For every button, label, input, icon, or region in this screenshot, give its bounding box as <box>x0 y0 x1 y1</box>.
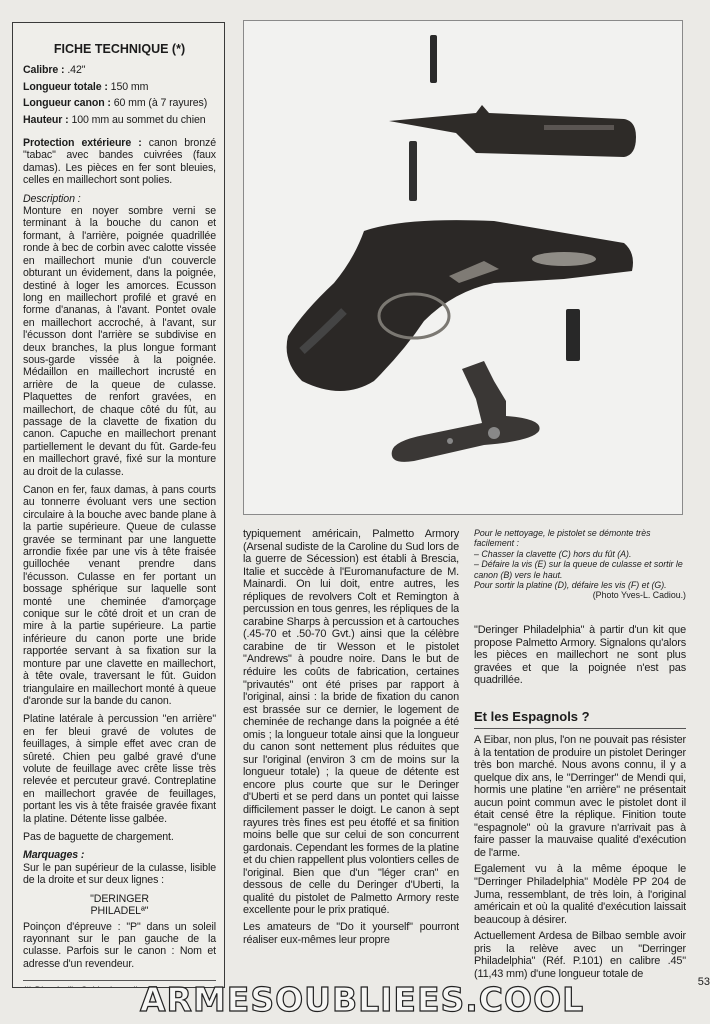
article-paragraph: "Deringer Philadelphia" à partir d'un kit que propose Palmetto Armory. Signalons qu'alors les pièces en maillechort ne sont plus gravées et que la poignée n'est pas quadrillée. <box>474 624 686 687</box>
page-number: 53 <box>697 976 710 988</box>
barrel-part <box>389 105 636 157</box>
disassembled-pistol-photo <box>243 20 683 515</box>
photo-caption: Pour le nettoyage, le pistolet se démonte très facilement : – Chasser la clavette (C) hors du fût (A). – Défaire la vis (E) sur la queue de culasse et sortir le canon (B) vers le haut. Pour sortir la platine (D), défaire les vis (F) et (G). (Photo Yves-L. Cadiou.) <box>474 528 686 601</box>
article-paragraph: typiquement américain, Palmetto Armory (Arsenal sudiste de la Caroline du Sud lors de la guerre de Sécession) est établi à Brescia, Italie et succède à l'Euromanufacture de M. Mainardi. On lui doit, entre autres, les répliques de revolvers Colt et Remington à percussion en tous genres, les répliques de la carabine Sharps à percussion et à cartouches (.45-70 et .50-70 Gvt.) ainsi que la célèbre carabine de tir Wesson et le pistolet "Andrews" à poudre noire. Dans le but de réduire les coûts de fabrication, certaines "privautés" ont été prises par rapport à l'original, ainsi : la bride de fixation du canon est brassée sur ce dernier, le logement de cheminée de rechange dans la poignée a été omis ; la longueur totale ainsi que la longueur du canon sont nettement plus réduites que sur l'original (environ 3 cm de moins sur la longueur totale) ; la queue de détente est encore plus courte que sur le Deringer d'Uberti et se perd dans un pontet qui laisse difficilement passer le doigt. Le canon à sept rayures très fines est peu étoffé et sa finition moins belle que sur celui de son concurrent gardonais. Cependant les formes de la platine et du chien rappellent plus volontiers celles de l'original. Bien que d'un "léger cran" en dessous de celle du Deringer d'Uberti, la qualité du pistolet de Palmetto Armory reste excellente pour le prix pratiqué. <box>243 528 459 917</box>
spec-calibre: Calibre : .42" <box>23 64 86 77</box>
technical-sheet-title: FICHE TECHNIQUE (*) <box>53 42 186 56</box>
article-paragraph: Les amateurs de "Do it yourself" pourront réaliser eux-mêmes leur propre <box>243 920 459 946</box>
spec-barrel-length: Longueur canon : 60 mm (à 7 rayures) <box>23 97 208 110</box>
protection-paragraph: Protection extérieure : canon bronzé "tabac" avec bandes cuivrées (faux damas). Les pièces en fer sont bleuies, celles en maillechort sont polies. <box>23 137 216 187</box>
barrel-marking: "DERINGER PHILADELª" <box>90 892 149 917</box>
article-column-right <box>474 734 686 996</box>
escutcheon-part <box>532 252 596 266</box>
ramrod-paragraph: Pas de baguette de chargement. <box>23 830 174 843</box>
spec-height: Hauteur : 100 mm au sommet du chien <box>23 113 206 126</box>
tang-screw-part <box>409 141 417 201</box>
stock-part <box>287 220 633 391</box>
description-paragraph: Description : Monture en noyer sombre verni se terminant à la bouche du canon et formant, à l'arrière, poignée quadrillée ronde à bec de corbin avec calotte vissée en maillechort munie d'un couvercle obturant un évidement, dans la poignée, destiné à loger les amorces. Ecusson long en maillechort profilé et gravé en forme d'ananas, à l'avant. Pontet ovale en maillechort accroché, à l'avant, sur l'écusson dont l'arrière se subdivise en deux branches, la plus longue formant sous-garde vissée à la poignée. Médaillon en maillechort incrusté en arrière de la queue de culasse. Plaquettes de renfort gravées, en maillechort, de chaque côté du fût, au passage de la clavette de fixation du canon. Capuche en maillechort prenant partiellement le devant du fût. Garde-feu en maillechort gravé, fixé sur la monture au droit de la culasse. <box>23 192 216 478</box>
barrel-paragraph: Canon en fer, faux damas, à pans courts au tonnerre évoluant vers une section circulaire à la bouche avec bande plane à la partie supérieure. Queue de culasse gravée se terminant par une languette arrondie fixée par une vis à tête fraisée guillochée venant prendre dans l'écusson. Culasse en fer portant un bossage sphérique sur laquelle sont monté une cheminée d'amorçage conique sur le côté droit et un cran de mire à la partie supérieure. La partie inférieure du canon porte une bride rapportée servant à sa fixation sur la monture par une clavette en maillechort, à tête ovale, traversant le fût. Guidon triangulaire en maillechort monté à queue d'aronde sur la bande du canon. <box>23 484 216 707</box>
wedge-key-part <box>566 309 580 361</box>
markings-paragraph: Marquages : Sur le pan supérieur de la culasse, lisible de la droite et sur deux lignes : <box>23 849 216 887</box>
article-paragraph: Actuellement Ardesa de Bilbao semble avoir pris la relève avec un "Derringer Philadelphia" (Réf. P.101) en calibre .45" (11,43 mm) d'une longueur totale de <box>474 930 686 980</box>
article-paragraph: Egalement vu à la même époque le "Derringer Philadelphia" Modèle PP 204 de Juma, ressemblant, de très loin, à l'original américain et où la qualité d'exécution laissait beaucoup à désirer. <box>474 863 686 926</box>
site-watermark: ARMESOUBLIEES.COOL <box>140 980 585 1019</box>
article-column-middle <box>243 528 459 998</box>
article-column-right-top <box>474 624 686 691</box>
pistol-parts-illustration <box>244 21 684 516</box>
lock-paragraph: Platine latérale à percussion "en arrière" en fer bleui gravé de volutes de feuillages, à simple effet avec cran de sûreté. Chien peu galbé gravé d'une volute de feuillage avec crête lisse très relevée et percuteur gravé. Contreplatine en maillechort gravée de feuillages, portant les vis à tête fraisée gravée fixant la platine. Détente lisse galbée. <box>23 713 216 825</box>
article-paragraph: A Eibar, non plus, l'on ne pouvait pas résister à la tentation de produire un pistolet Deringer très bon marché. Nous avons connu, il y a quelque dix ans, le "Derringer" de Mendi qui, hormis une platine "en arrière" ne présentait aucun point commun avec le pistolet dont il était censé être la réplique. Finition toute "espagnole" où la gravure n'arrivait pas à faire passer la mauvaise qualité d'exécution de l'arme. <box>474 734 686 859</box>
photo-credit: (Photo Yves-L. Cadiou.) <box>592 590 686 601</box>
spec-total-length: Longueur totale : 150 mm <box>23 80 149 93</box>
section-heading: Et les Espagnols ? <box>474 709 686 729</box>
proof-mark-paragraph: Poinçon d'épreuve : "P" dans un soleil rayonnant sur le pan gauche de la culasse. Parfois sur le canon : Nom et adresse d'un revendeur. <box>23 920 216 970</box>
technical-sheet-box <box>12 22 225 988</box>
key-pin-part <box>430 35 437 83</box>
lock-plate-part <box>392 361 540 462</box>
